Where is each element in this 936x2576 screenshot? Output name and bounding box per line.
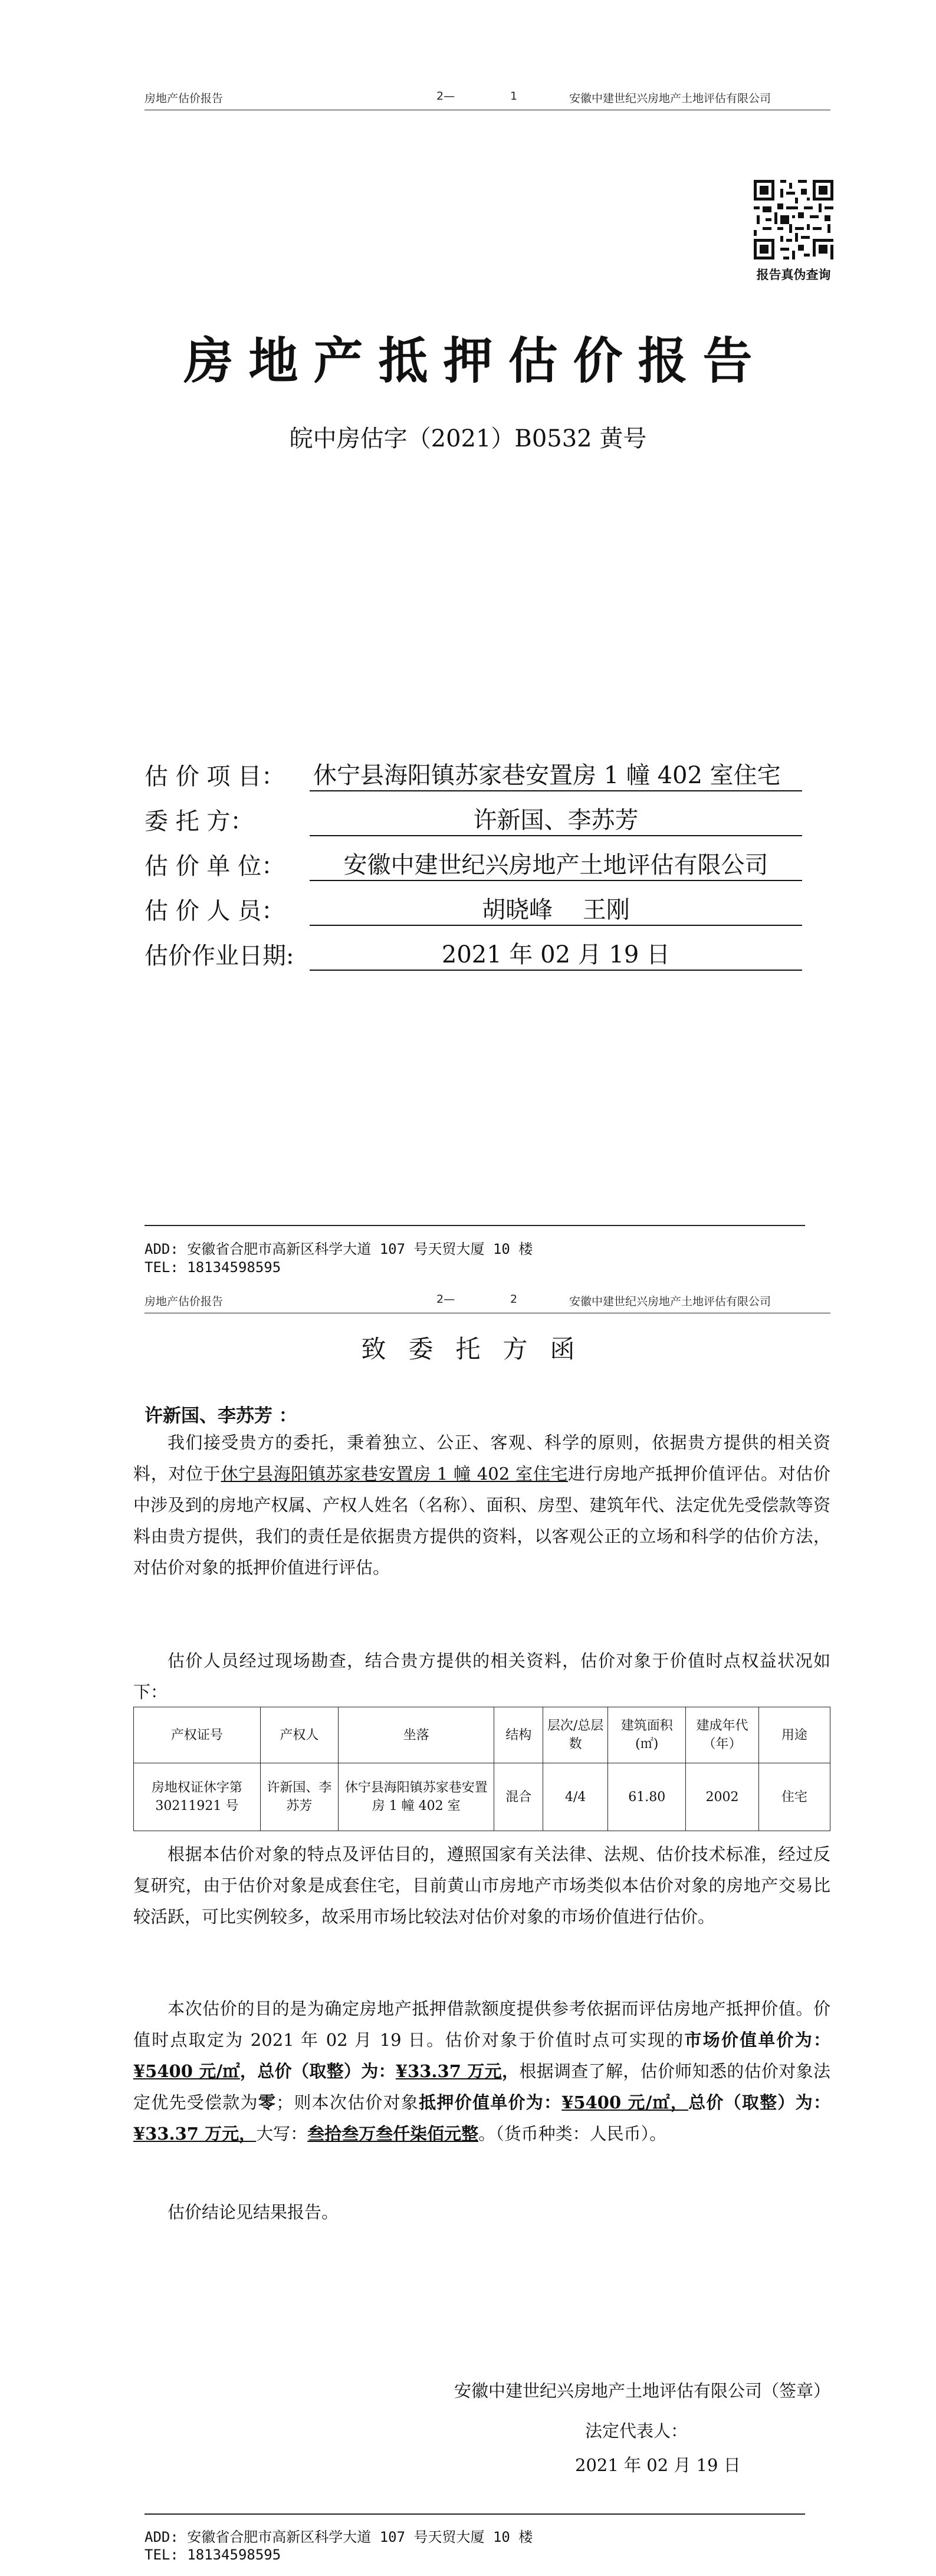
header-year: 建成年代（年） [686,1707,758,1763]
header-location: 坐落 [339,1707,494,1763]
cell-floor: 4/4 [543,1763,608,1831]
header-area: 建筑面积(㎡) [608,1707,686,1763]
project-value: 休宁县海阳镇苏家巷安置房 1 幢 402 室住宅 [310,761,802,791]
p4-text-a: 本次估价的目的是为确定房地产抵押借款额度提供参考依据而评估房地产抵押价值。价值时点取定为 2021 年 02 月 19 日。估价对象于价值时点可实现的 [133,1999,830,2050]
page1-footer-tel: TEL: 18134598595 [144,1259,281,1276]
staff-value: 胡晓峰 王刚 [310,895,802,926]
project-label: 估 价 项 目： [144,763,285,790]
salutation: 许新国、李苏芳 ： [144,1405,297,1427]
signature-company: 安徽中建世纪兴房地产土地评估有限公司（签章） [454,2381,830,2401]
signature-date: 2021 年 02 月 19 日 [575,2455,741,2475]
report-title: 房地产抵押估价报告 [183,331,768,390]
market-total-label: ，总价（取整）为： [239,2061,396,2081]
info-row-date [144,940,671,971]
date-label: 估价作业日期: [144,942,294,970]
market-unit-label: 市场价值单价为： [684,2030,830,2050]
date-value: 2021 年 02 月 19 日 [310,940,802,971]
info-row-client [144,806,639,836]
page1-footer-rule [144,1225,805,1226]
p1-text-c: 进行房地产抵押价值评估。对估价中涉及到的房地产权属、产权人姓名（名称）、面积、房型、建筑年代、法定优先受偿款等资料由贵方提供，我们的责任是依据贵方提供的资料，以客观公正的立场和科学的估价方法，对估价对象的抵押价值进行评估。 [133,1464,830,1578]
page1-header-page-a: 2— [436,90,455,103]
paragraph-see-report: 估价结论见结果报告。 [168,2202,339,2222]
priority-payment-value: 零 [258,2092,277,2112]
page2-header-left: 房地产估价报告 [144,1295,224,1308]
staff-label: 估 价 人 员： [144,898,285,925]
cell-location: 休宁县海阳镇苏家巷安置房 1 幢 402 室 [339,1763,494,1831]
p1-text-a: 我们接受贵方的委托，秉着独立、公正、客观、科学的原则，依据贵方提供的相关资料，对位于 [133,1432,830,1484]
mortgage-total-label: 总价（取整）为： [688,2092,830,2112]
page2-footer-tel: TEL: 18134598595 [144,2547,281,2563]
header-owner: 产权人 [260,1707,338,1763]
cell-structure: 混合 [494,1763,543,1831]
info-row-project [144,761,781,791]
market-total-price: ¥33.37 万元 [395,2061,502,2081]
page1-header-left: 房地产估价报告 [144,92,224,105]
page2-footer-rule [144,2513,805,2515]
page1-footer-address: ADD: 安徽省合肥市高新区科学大道 107 号天贸大厦 10 楼 [144,1241,533,1257]
market-unit-price: ¥5400 元/㎡ [133,2061,240,2081]
cell-year: 2002 [686,1763,758,1831]
client-value: 许新国、李苏芳 [310,806,802,836]
client-label: 委 托 方： [144,808,254,835]
info-row-unit [144,850,768,881]
page2-header-page-a: 2— [436,1293,455,1306]
letter-title: 致委托方函 [361,1335,597,1363]
p4-text-n: 大写： [256,2124,308,2144]
cell-owner: 许新国、李苏芳 [260,1763,338,1831]
unit-value: 安徽中建世纪兴房地产土地评估有限公司 [310,850,802,881]
signature-representative: 法定代表人： [585,2421,688,2441]
cell-cert-no: 房地权证休字第 30211921 号 [134,1763,261,1831]
paragraph-method: 根据本估价对象的特点及评估目的，遵照国家有关法律、法规、估价技术标准，经过反复研究，由于估价对象是成套住宅，目前黄山市房地产市场类似本估价对象的房地产交易比较活跃，可比实例较多，故采用市场比较法对估价对象的市场价值进行估价。 [133,1844,830,1927]
header-structure: 结构 [494,1707,543,1763]
property-table [133,1707,830,1831]
mortgage-unit-price: ¥5400 元/㎡， [561,2092,689,2112]
report-number: 皖中房估字（2021）B0532 黄号 [289,425,647,452]
amount-in-words: 叁拾叁万叁仟柒佰元整 [307,2124,479,2144]
p4-comma: ， [501,2061,520,2081]
mortgage-unit-label: 抵押价值单价为： [419,2092,562,2112]
table-row [134,1763,830,1831]
p1-property-address: 休宁县海阳镇苏家巷安置房 1 幢 402 室住宅 [221,1464,569,1484]
header-usage: 用途 [758,1707,830,1763]
page1-header-right: 安徽中建世纪兴房地产土地评估有限公司 [569,92,771,105]
unit-label: 估 价 单 位： [144,853,285,880]
info-row-staff [144,895,630,926]
qr-code-label: 报告真伪查询 [756,268,831,282]
p4-text-p: 。（货币种类：人民币）。 [478,2124,667,2144]
page2-footer-address: ADD: 安徽省合肥市高新区科学大道 107 号天贸大厦 10 楼 [144,2529,533,2545]
cell-usage: 住宅 [758,1763,830,1831]
cell-area: 61.80 [608,1763,686,1831]
qr-code-icon[interactable] [754,180,833,259]
header-floor: 层次/总层数 [543,1707,608,1763]
table-header-row [134,1707,830,1763]
mortgage-total-price: ¥33.37 万元， [133,2124,257,2144]
page1-header-page-b: 1 [510,90,518,103]
paragraph-conclusion [133,1993,830,2150]
header-cert-no: 产权证号 [134,1707,261,1763]
paragraph-site-survey: 估价人员经过现场勘查，结合贵方提供的相关资料，估价对象于价值时点权益状况如下： [133,1651,830,1702]
p4-text-i: ；则本次估价对象 [276,2092,419,2112]
paragraph-entrustment [133,1427,830,1583]
p4-text-g: 根据调查了解，估价师知悉的估价对象法定优先受偿款为 [133,2061,830,2112]
page2-header-right: 安徽中建世纪兴房地产土地评估有限公司 [569,1295,771,1308]
page2-header-page-b: 2 [510,1293,518,1306]
